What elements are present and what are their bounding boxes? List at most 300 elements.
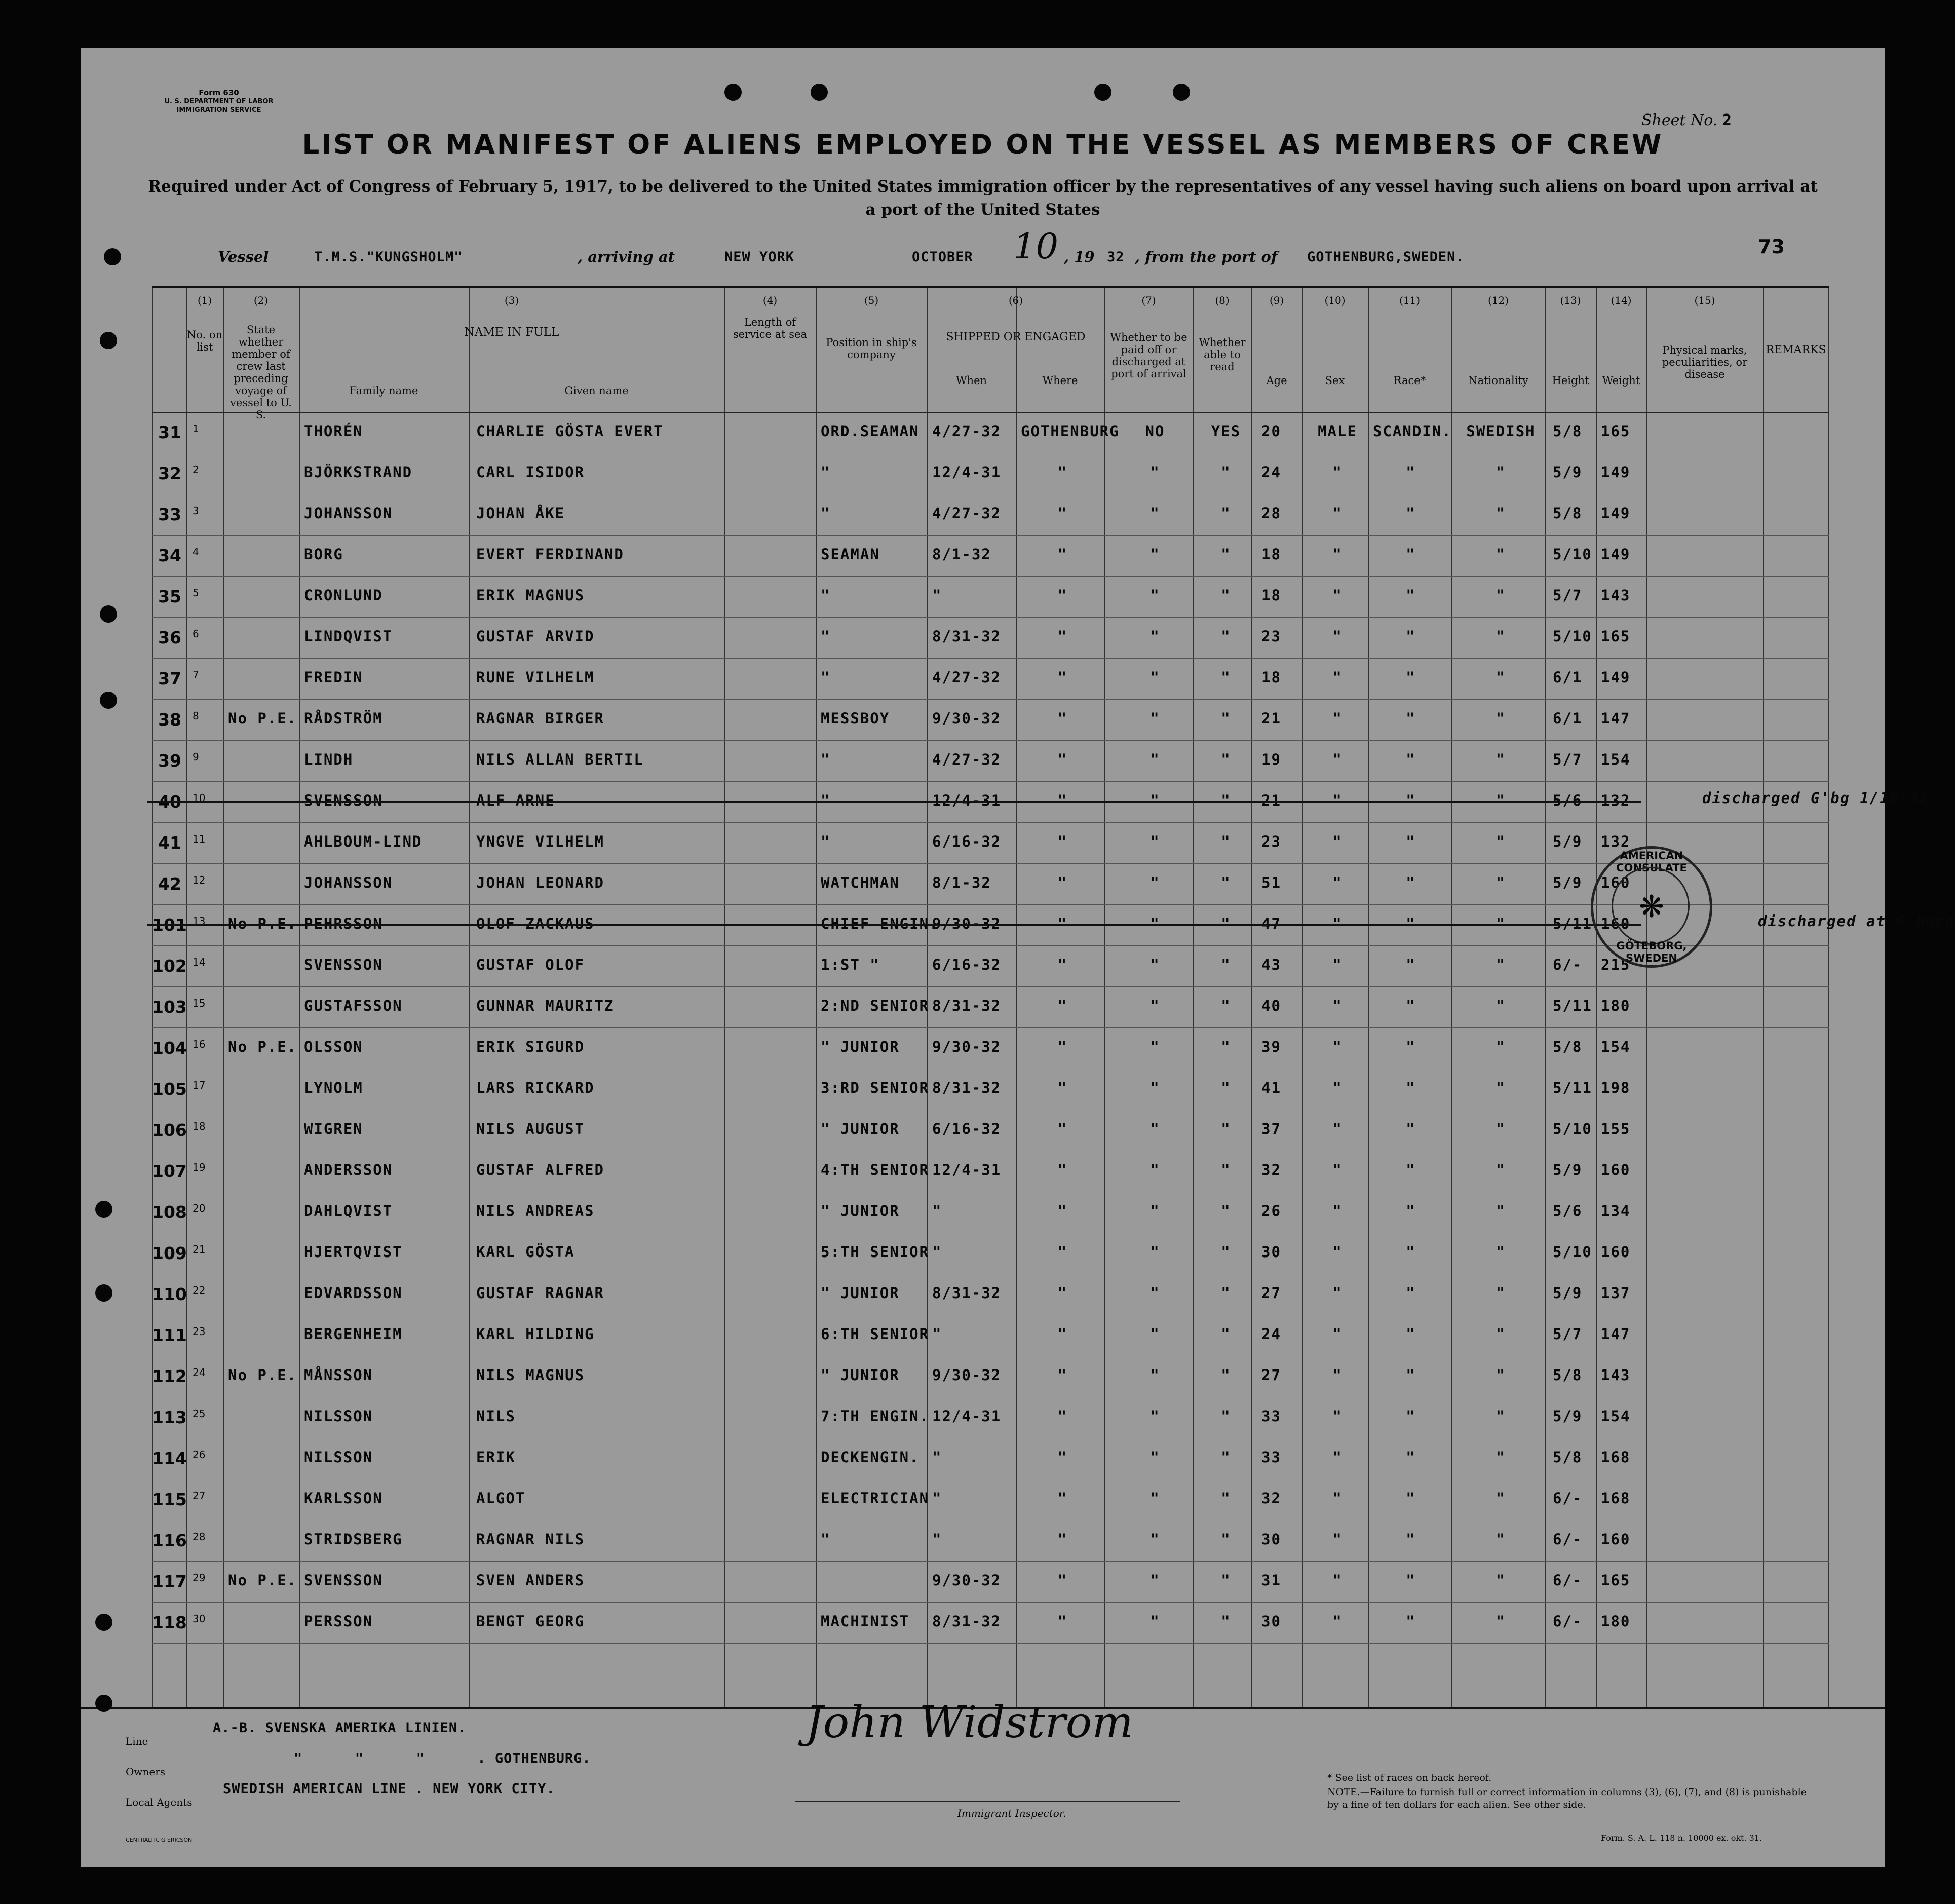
cell-when: 6/16-32	[932, 956, 1002, 973]
cell-when: "	[932, 1325, 942, 1343]
cell-weight: 143	[1601, 587, 1631, 604]
punch-hole-icon	[1173, 84, 1190, 101]
cell-where: "	[1057, 1490, 1068, 1507]
crew-row	[152, 505, 1829, 546]
crew-row	[152, 1449, 1829, 1490]
cell-given: BENGT GEORG	[476, 1613, 585, 1630]
cell-family: LYNOLM	[304, 1079, 363, 1096]
col-num-9: (9)	[1269, 294, 1284, 307]
crew-row	[152, 874, 1829, 915]
crew-row	[152, 1079, 1829, 1120]
cell-sex: "	[1332, 997, 1343, 1014]
cell-race: "	[1406, 1120, 1416, 1137]
cell-family: ANDERSSON	[304, 1161, 393, 1178]
cell-line: 40	[158, 792, 181, 812]
crew-row	[152, 1202, 1829, 1243]
header-nationality: Nationality	[1468, 374, 1528, 387]
cell-when: 12/4-31	[932, 1407, 1002, 1425]
cell-nationality: "	[1496, 792, 1506, 809]
cell-race: "	[1406, 1572, 1416, 1589]
cell-race: "	[1406, 505, 1416, 522]
cell-position: 2:ND SENIOR	[821, 997, 930, 1014]
cell-height: 6/-	[1553, 1531, 1583, 1548]
cell-read: "	[1221, 833, 1231, 850]
header-height: Height	[1552, 374, 1589, 387]
cell-seq: 16	[193, 1038, 206, 1050]
cell-height: 5/8	[1553, 1038, 1583, 1055]
cell-race: "	[1406, 1366, 1416, 1384]
cell-given: ALGOT	[476, 1490, 526, 1507]
cell-weight: 154	[1601, 1407, 1631, 1425]
cell-sex: "	[1332, 505, 1343, 522]
cell-read: "	[1221, 464, 1231, 481]
cell-seq: 28	[193, 1531, 206, 1543]
cell-race: "	[1406, 1407, 1416, 1425]
cell-height: 5/9	[1553, 1284, 1583, 1302]
cell-given: KARL GÖSTA	[476, 1243, 575, 1261]
cell-seq: 20	[193, 1202, 206, 1214]
cell-sex: "	[1332, 1161, 1343, 1178]
cell-weight: 149	[1601, 669, 1631, 686]
cell-paid: "	[1150, 628, 1160, 645]
cell-nationality: "	[1496, 1613, 1506, 1630]
cell-line: 35	[158, 587, 181, 606]
cell-nationality: SWEDISH	[1466, 423, 1536, 440]
cell-race: "	[1406, 997, 1416, 1014]
cell-age: 30	[1261, 1243, 1281, 1261]
cell-family: MÅNSSON	[304, 1366, 373, 1384]
cell-seq: 3	[193, 505, 199, 517]
cell-nationality: "	[1496, 546, 1506, 563]
cell-given: OLOF ZACKAUS	[476, 915, 595, 932]
cell-paid: "	[1150, 1325, 1160, 1343]
punch-hole-icon	[100, 605, 117, 623]
col-num-7: (7)	[1141, 294, 1156, 307]
cell-seq: 15	[193, 997, 206, 1009]
cell-given: KARL HILDING	[476, 1325, 595, 1343]
stamp-top-text: AMERICAN CONSULATE	[1616, 850, 1687, 874]
cell-paid: "	[1150, 464, 1160, 481]
cell-paid: "	[1150, 1366, 1160, 1384]
cell-family: NILSSON	[304, 1449, 373, 1466]
eagle-seal-icon: ❋	[1638, 889, 1665, 925]
crew-row	[152, 423, 1829, 464]
cell-seq: 23	[193, 1325, 206, 1338]
cell-age: 32	[1261, 1490, 1281, 1507]
agents-value: SWEDISH AMERICAN LINE . NEW YORK CITY.	[223, 1781, 555, 1797]
cell-when: 9/30-32	[932, 1366, 1002, 1384]
cell-weight: 160	[1601, 874, 1631, 891]
cell-paid: "	[1150, 874, 1160, 891]
header-length-of-service: Length of service at sea	[733, 316, 808, 340]
cell-age: 41	[1261, 1079, 1281, 1096]
cell-position: "	[821, 587, 831, 604]
cell-position: "	[821, 1531, 831, 1548]
cell-line: 117	[152, 1572, 187, 1591]
header-remarks: REMARKS	[1766, 344, 1826, 356]
col-num-3: (3)	[504, 294, 519, 307]
cell-seq: 17	[193, 1079, 206, 1091]
cell-paid: "	[1150, 669, 1160, 686]
cell-given: GUNNAR MAURITZ	[476, 997, 615, 1014]
cell-seq: 1	[193, 423, 199, 435]
cell-height: 6/-	[1553, 1490, 1583, 1507]
cell-seq: 19	[193, 1161, 206, 1173]
sheet-number-label: Sheet No.	[1641, 111, 1718, 129]
cell-nationality: "	[1496, 751, 1506, 768]
cell-nationality: "	[1496, 1449, 1506, 1466]
cell-height: 5/11	[1553, 1079, 1592, 1096]
punch-hole-icon	[95, 1614, 112, 1631]
cell-paid: "	[1150, 1243, 1160, 1261]
cell-read: "	[1221, 1531, 1231, 1548]
vessel-line	[218, 248, 269, 265]
remark-text: discharged at G'borg	[1758, 912, 1955, 930]
cell-position: ELECTRICIAN	[821, 1490, 930, 1507]
cell-where: "	[1057, 505, 1068, 522]
crew-row	[152, 546, 1829, 587]
cell-age: 33	[1261, 1407, 1281, 1425]
cell-weight: 134	[1601, 1202, 1631, 1220]
cell-sex: MALE	[1318, 423, 1357, 440]
cell-read: "	[1221, 1243, 1231, 1261]
cell-weight: 168	[1601, 1490, 1631, 1507]
cell-age: 21	[1261, 792, 1281, 809]
arrival-day: 10	[1013, 225, 1059, 267]
cell-nationality: "	[1496, 997, 1506, 1014]
cell-line: 41	[158, 833, 181, 853]
col-num-5: (5)	[864, 294, 879, 307]
cell-family: SVENSSON	[304, 1572, 383, 1589]
cell-height: 6/-	[1553, 1572, 1583, 1589]
cell-line: 118	[152, 1613, 187, 1632]
cell-weight: 147	[1601, 1325, 1631, 1343]
cell-read: "	[1221, 792, 1231, 809]
cell-weight: 147	[1601, 710, 1631, 727]
cell-when: 8/1-32	[932, 546, 991, 563]
cell-family: THORÉN	[304, 423, 363, 440]
cell-where: "	[1057, 792, 1068, 809]
crew-row	[152, 1572, 1829, 1613]
cell-paid: "	[1150, 792, 1160, 809]
cell-when: "	[932, 587, 942, 604]
cell-height: 5/9	[1553, 1407, 1583, 1425]
cell-nationality: "	[1496, 1120, 1506, 1137]
cell-paid: "	[1150, 1449, 1160, 1466]
cell-position: " JUNIOR	[821, 1038, 900, 1055]
cell-line: 109	[152, 1243, 187, 1263]
cell-paid: "	[1150, 1407, 1160, 1425]
cell-seq: 26	[193, 1449, 206, 1461]
crew-row	[152, 1490, 1829, 1531]
form-identifier	[143, 89, 295, 115]
cell-sex: "	[1332, 546, 1343, 563]
cell-race: "	[1406, 1161, 1416, 1178]
cell-nationality: "	[1496, 628, 1506, 645]
form-code: Form. S. A. L. 118 n. 10000 ex. okt. 31.	[1601, 1833, 1762, 1843]
owners-label: Owners	[126, 1766, 166, 1778]
cell-when: "	[932, 1202, 942, 1220]
cell-seq: 10	[193, 792, 206, 804]
cell-state: No P.E.	[228, 915, 297, 932]
cell-where: "	[1057, 710, 1068, 727]
cell-sex: "	[1332, 1202, 1343, 1220]
cell-nationality: "	[1496, 464, 1506, 481]
cell-sex: "	[1332, 1613, 1343, 1630]
cell-when: 4/27-32	[932, 505, 1002, 522]
cell-nationality: "	[1496, 1079, 1506, 1096]
cell-given: JOHAN LEONARD	[476, 874, 604, 891]
cell-position: " JUNIOR	[821, 1120, 900, 1137]
cell-age: 37	[1261, 1120, 1281, 1137]
cell-paid: "	[1150, 1613, 1160, 1630]
cell-read: "	[1221, 956, 1231, 973]
cell-read: "	[1221, 1284, 1231, 1302]
sheet-number	[1641, 111, 1732, 129]
cell-position: MACHINIST	[821, 1613, 910, 1630]
cell-age: 18	[1261, 669, 1281, 686]
cell-read: "	[1221, 587, 1231, 604]
cell-line: 116	[152, 1531, 187, 1550]
crew-row	[152, 1038, 1829, 1079]
cell-race: "	[1406, 669, 1416, 686]
cell-family: KARLSSON	[304, 1490, 383, 1507]
cell-nationality: "	[1496, 1161, 1506, 1178]
crew-row	[152, 956, 1829, 997]
arriving-label: , arriving at	[578, 248, 675, 265]
cell-line: 107	[152, 1161, 187, 1181]
crew-row	[152, 1613, 1829, 1654]
header-state-whether: State whether member of crew last preceding voyage of vessel to U. S.	[230, 324, 292, 421]
cell-seq: 22	[193, 1284, 206, 1297]
vessel-label: Vessel	[218, 248, 269, 265]
cell-read: "	[1221, 1038, 1231, 1055]
cell-paid: "	[1150, 1079, 1160, 1096]
cell-given: ERIK MAGNUS	[476, 587, 585, 604]
service-name: IMMIGRATION SERVICE	[176, 106, 261, 114]
cell-race: "	[1406, 792, 1416, 809]
cell-nationality: "	[1496, 587, 1506, 604]
cell-state: No P.E.	[228, 1366, 297, 1384]
cell-weight: 137	[1601, 1284, 1631, 1302]
cell-read: "	[1221, 1407, 1231, 1425]
cell-family: WIGREN	[304, 1120, 363, 1137]
cell-position: 1:ST "	[821, 956, 880, 973]
cell-race: "	[1406, 464, 1416, 481]
cell-nationality: "	[1496, 956, 1506, 973]
cell-where: GOTHENBURG	[1021, 423, 1120, 440]
crew-row	[152, 464, 1829, 505]
cell-age: 43	[1261, 956, 1281, 973]
page-number: 73	[1758, 236, 1785, 258]
cell-line: 38	[158, 710, 181, 730]
cell-when: "	[932, 1243, 942, 1261]
crew-row	[152, 1407, 1829, 1449]
cell-position: WATCHMAN	[821, 874, 900, 891]
crew-row	[152, 587, 1829, 628]
cell-given: EVERT FERDINAND	[476, 546, 624, 563]
cell-age: 39	[1261, 1038, 1281, 1055]
col-num-6: (6)	[1008, 294, 1023, 307]
cell-race: "	[1406, 1038, 1416, 1055]
cell-weight: 149	[1601, 505, 1631, 522]
cell-read: "	[1221, 1079, 1231, 1096]
cell-line: 105	[152, 1079, 187, 1099]
cell-position: SEAMAN	[821, 546, 880, 563]
col-num-4: (4)	[762, 294, 778, 307]
cell-line: 101	[152, 915, 187, 935]
col-num-14: (14)	[1611, 294, 1632, 307]
cell-height: 6/1	[1553, 669, 1583, 686]
cell-sex: "	[1332, 1366, 1343, 1384]
cell-position: "	[821, 751, 831, 768]
cell-race: "	[1406, 915, 1416, 932]
cell-where: "	[1057, 1366, 1068, 1384]
header-where: Where	[1042, 374, 1078, 387]
cell-age: 26	[1261, 1202, 1281, 1220]
cell-weight: 198	[1601, 1079, 1631, 1096]
line-value: A.-B. SVENSKA AMERIKA LINIEN.	[213, 1720, 467, 1736]
cell-family: PERSSON	[304, 1613, 373, 1630]
cell-race: "	[1406, 833, 1416, 850]
cell-age: 18	[1261, 546, 1281, 563]
cell-state: No P.E.	[228, 710, 297, 727]
printer-mark: CENTRALTR. G ERICSON	[126, 1837, 193, 1843]
page-title: LIST OR MANIFEST OF ALIENS EMPLOYED ON THE VESSEL AS MEMBERS OF CREW	[302, 129, 1664, 160]
cell-height: 5/8	[1553, 423, 1583, 440]
cell-read: YES	[1211, 423, 1241, 440]
crew-row	[152, 1284, 1829, 1325]
col-num-8: (8)	[1215, 294, 1230, 307]
cell-where: "	[1057, 1572, 1068, 1589]
cell-family: LINDH	[304, 751, 354, 768]
cell-race: "	[1406, 1449, 1416, 1466]
crew-row	[152, 751, 1829, 792]
cell-read: "	[1221, 1572, 1231, 1589]
cell-paid: "	[1150, 833, 1160, 850]
cell-line: 103	[152, 997, 187, 1017]
cell-age: 28	[1261, 505, 1281, 522]
crew-row	[152, 789, 1929, 833]
cell-height: 5/10	[1553, 546, 1592, 563]
cell-position: " JUNIOR	[821, 1366, 900, 1384]
cell-when: 6/16-32	[932, 1120, 1002, 1137]
cell-height: 5/9	[1553, 833, 1583, 850]
cell-position: " JUNIOR	[821, 1284, 900, 1302]
cell-family: SVENSSON	[304, 956, 383, 973]
cell-family: RÅDSTRÖM	[304, 710, 383, 727]
cell-nationality: "	[1496, 1572, 1506, 1589]
arrival-year: 32	[1107, 249, 1125, 265]
cell-height: 5/11	[1553, 997, 1592, 1014]
cell-paid: "	[1150, 751, 1160, 768]
cell-weight: 154	[1601, 1038, 1631, 1055]
races-note: * See list of races on back hereof.	[1327, 1772, 1492, 1783]
cell-line: 34	[158, 546, 181, 565]
crew-row	[152, 833, 1829, 874]
cell-age: 30	[1261, 1613, 1281, 1630]
crew-row	[152, 1120, 1829, 1161]
cell-height: 5/6	[1553, 792, 1583, 809]
cell-age: 24	[1261, 464, 1281, 481]
cell-race: "	[1406, 751, 1416, 768]
cell-where: "	[1057, 1284, 1068, 1302]
header-family-name: Family name	[349, 385, 418, 397]
strikethrough-line	[147, 924, 1641, 926]
cell-where: "	[1057, 1613, 1068, 1630]
cell-where: "	[1057, 1120, 1068, 1137]
cell-height: 6/-	[1553, 1613, 1583, 1630]
cell-age: 27	[1261, 1284, 1281, 1302]
cell-nationality: "	[1496, 1038, 1506, 1055]
cell-read: "	[1221, 628, 1231, 645]
cell-family: LINDQVIST	[304, 628, 393, 645]
cell-where: "	[1057, 1243, 1068, 1261]
line-label: Line	[126, 1735, 148, 1747]
vessel-name: T.M.S."KUNGSHOLM"	[314, 249, 463, 265]
cell-seq: 7	[193, 669, 199, 681]
cell-height: 5/7	[1553, 751, 1583, 768]
cell-when: 4/27-32	[932, 669, 1002, 686]
cell-nationality: "	[1496, 505, 1506, 522]
col-num-13: (13)	[1560, 294, 1581, 307]
cell-seq: 5	[193, 587, 199, 599]
cell-nationality: "	[1496, 1407, 1506, 1425]
inspector-label: Immigrant Inspector.	[957, 1807, 1066, 1819]
crew-row	[152, 1243, 1829, 1284]
cell-given: GUSTAF ALFRED	[476, 1161, 604, 1178]
page-subtitle: Required under Act of Congress of February 5, 1917, to be delivered to the United States immigration officer by the representatives of any vessel having such aliens on board upon arrival at a port of the United States	[148, 177, 1818, 219]
cell-given: YNGVE VILHELM	[476, 833, 604, 850]
cell-seq: 18	[193, 1120, 206, 1132]
cell-nationality: "	[1496, 669, 1506, 686]
cell-given: LARS RICKARD	[476, 1079, 595, 1096]
cell-weight: 154	[1601, 751, 1631, 768]
cell-seq: 4	[193, 546, 199, 558]
header-no-on-list: No. on list	[186, 329, 223, 353]
cell-race: "	[1406, 1325, 1416, 1343]
cell-line: 102	[152, 956, 187, 976]
cell-given: ERIK SIGURD	[476, 1038, 585, 1055]
cell-weight: 165	[1601, 423, 1631, 440]
punch-hole-icon	[100, 332, 117, 349]
header-name-in-full: NAME IN FULL	[464, 326, 559, 339]
crew-row	[152, 710, 1829, 751]
from-label: , from the port of	[1135, 248, 1278, 265]
cell-when: "	[932, 1449, 942, 1466]
cell-family: JOHANSSON	[304, 505, 393, 522]
cell-read: "	[1221, 874, 1231, 891]
cell-paid: "	[1150, 956, 1160, 973]
punch-hole-icon	[811, 84, 828, 101]
cell-family: FREDIN	[304, 669, 363, 686]
col-num-1: (1)	[197, 294, 212, 307]
cell-paid: "	[1150, 1490, 1160, 1507]
remark-text: discharged G'bg 1/10'32	[1702, 789, 1929, 807]
cell-height: 5/8	[1553, 505, 1583, 522]
cell-race: "	[1406, 874, 1416, 891]
cell-line: 31	[158, 423, 181, 442]
cell-given: GUSTAF ARVID	[476, 628, 595, 645]
cell-sex: "	[1332, 1531, 1343, 1548]
punch-hole-icon	[100, 692, 117, 709]
header-physical-marks: Physical marks, peculiarities, or disease	[1662, 344, 1748, 380]
cell-when: 8/31-32	[932, 997, 1002, 1014]
cell-sex: "	[1332, 1284, 1343, 1302]
cell-age: 19	[1261, 751, 1281, 768]
cell-family: NILSSON	[304, 1407, 373, 1425]
cell-read: "	[1221, 751, 1231, 768]
